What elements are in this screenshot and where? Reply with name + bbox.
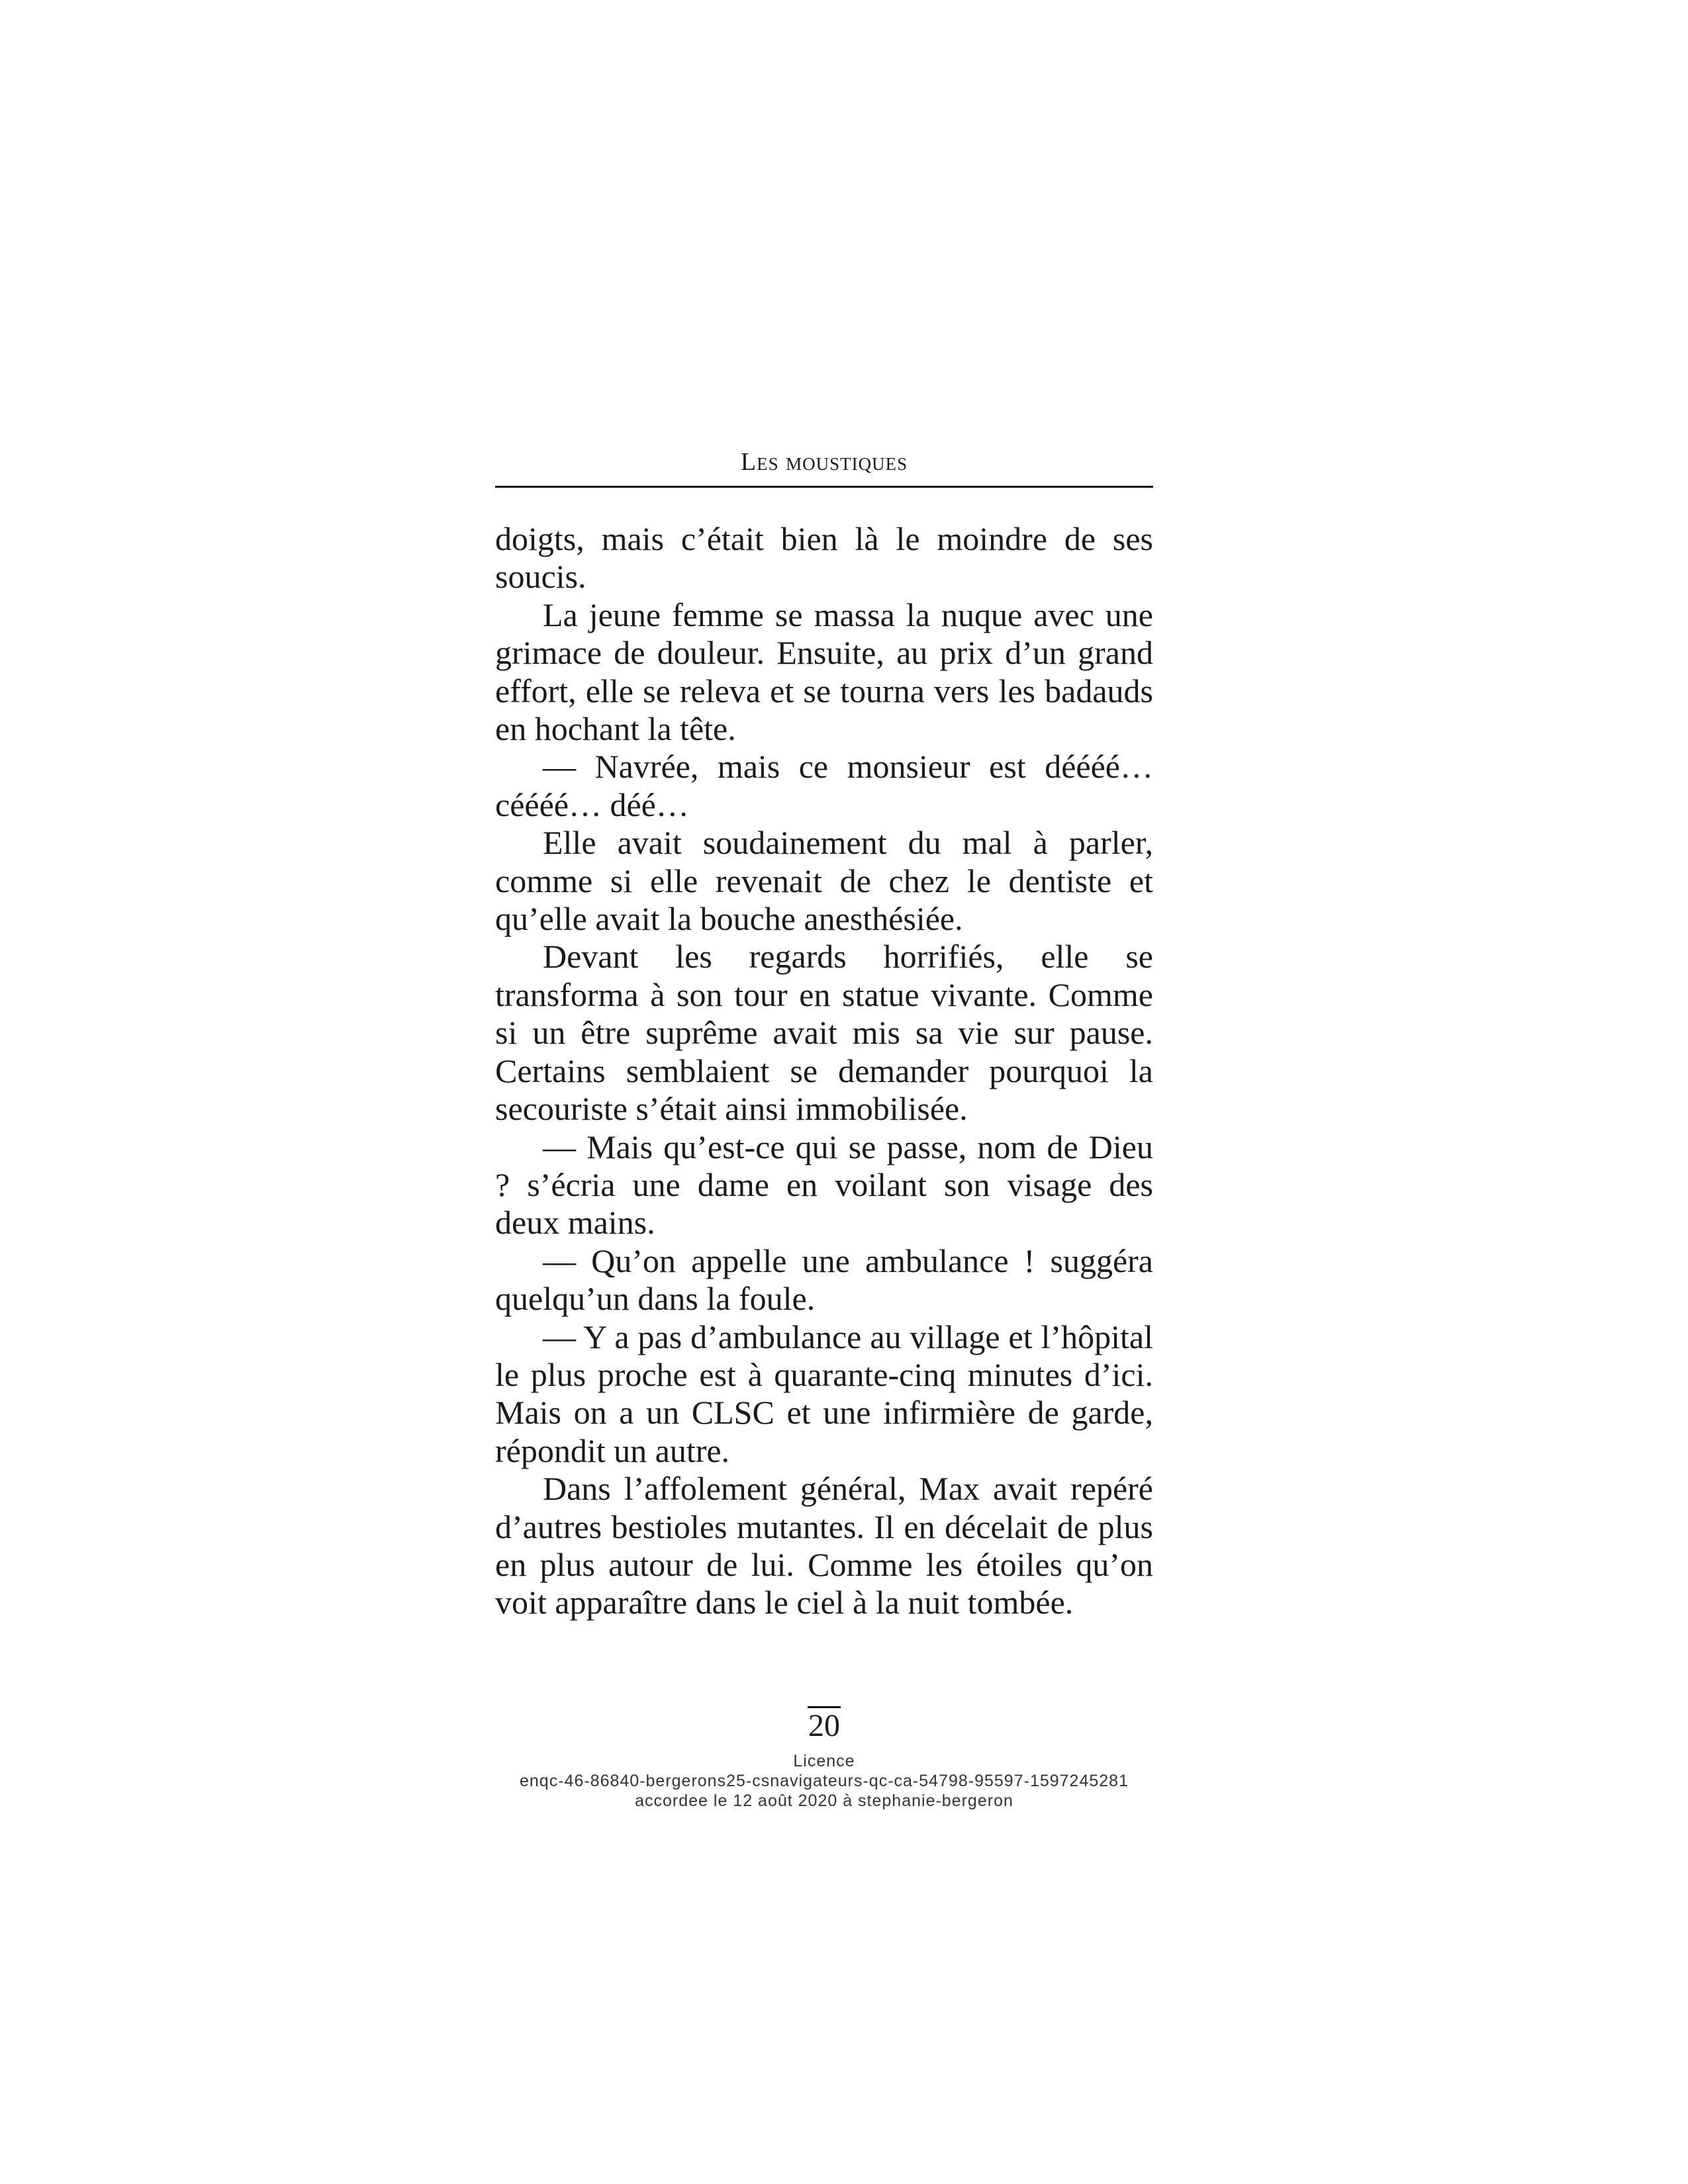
paragraph: — Mais qu’est-ce qui se passe, nom de Dieu ? s’écria une dame en voilant son visage des deux mains. xyxy=(495,1128,1153,1242)
licence-grant: accordee le 12 août 2020 à stephanie-bergeron xyxy=(635,1792,1013,1810)
paragraph: — Y a pas d’ambulance au village et l’hôpital le plus proche est à quarante-cinq minutes d’ici. Mais on a un CLSC et une infirmière de garde, répondit un autre. xyxy=(495,1318,1153,1469)
paragraph: Dans l’affolement général, Max avait repéré d’autres bestioles mutantes. Il en décelait de plus en plus autour de lui. Comme les étoiles qu’on voit apparaître dans le ciel à la nuit tombée. xyxy=(495,1470,1153,1621)
running-title: Les moustiques xyxy=(740,448,908,476)
paragraph: — Navrée, mais ce monsieur est déééé… céééé… déé… xyxy=(495,748,1153,823)
page-number: 20 xyxy=(808,1708,840,1743)
paragraph: La jeune femme se massa la nuque avec une grimace de douleur. Ensuite, au prix d’un grand effort, elle se releva et se tourna vers les badauds en hochant la tête. xyxy=(495,596,1153,748)
paragraph: Devant les regards horrifiés, elle se transforma à son tour en statue vivante. Comme si un être suprême avait mis sa vie sur pause. Certains semblaient se demander pourquoi la secouriste s’était ainsi immobilisée. xyxy=(495,938,1153,1128)
licence-label: Licence xyxy=(793,1752,855,1770)
licence-notice xyxy=(397,1751,1251,1811)
paragraph: Elle avait soudainement du mal à parler, comme si elle revenait de chez le dentiste et qu’elle avait la bouche anesthésiée. xyxy=(495,824,1153,938)
paragraph: doigts, mais c’était bien là le moindre de ses soucis. xyxy=(495,520,1153,596)
paragraph: — Qu’on appelle une ambulance ! suggéra quelqu’un dans la foule. xyxy=(495,1242,1153,1318)
header-rule xyxy=(495,486,1153,488)
licence-code: enqc-46-86840-bergerons25-csnavigateurs-qc-ca-54798-95597-1597245281 xyxy=(520,1772,1129,1790)
body-text xyxy=(495,520,1153,1622)
